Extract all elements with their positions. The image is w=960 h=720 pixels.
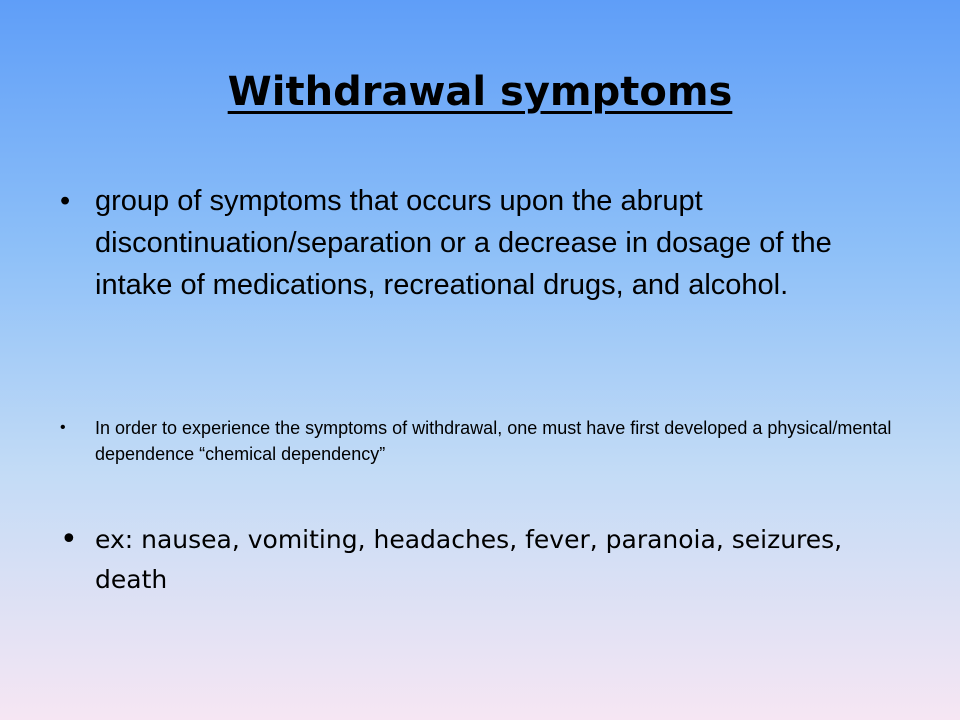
bullet-marker: •: [60, 185, 71, 217]
bullet-marker: •: [60, 522, 78, 557]
bullet-marker: •: [60, 419, 66, 436]
bullet-text: group of symptoms that occurs upon the abrupt discontinuation/separation or a decrease in dosage of the intake of medications, recreational drugs, and alcohol.: [95, 185, 832, 301]
bullet-text: ex: nausea, vomiting, headaches, fever, paranoia, seizures, death: [95, 525, 843, 594]
bullet-text: In order to experience the symptoms of withdrawal, one must have first developed a physical/mental dependence “chemical dependency”: [95, 418, 892, 464]
slide-title: Withdrawal symptoms: [227, 69, 733, 115]
